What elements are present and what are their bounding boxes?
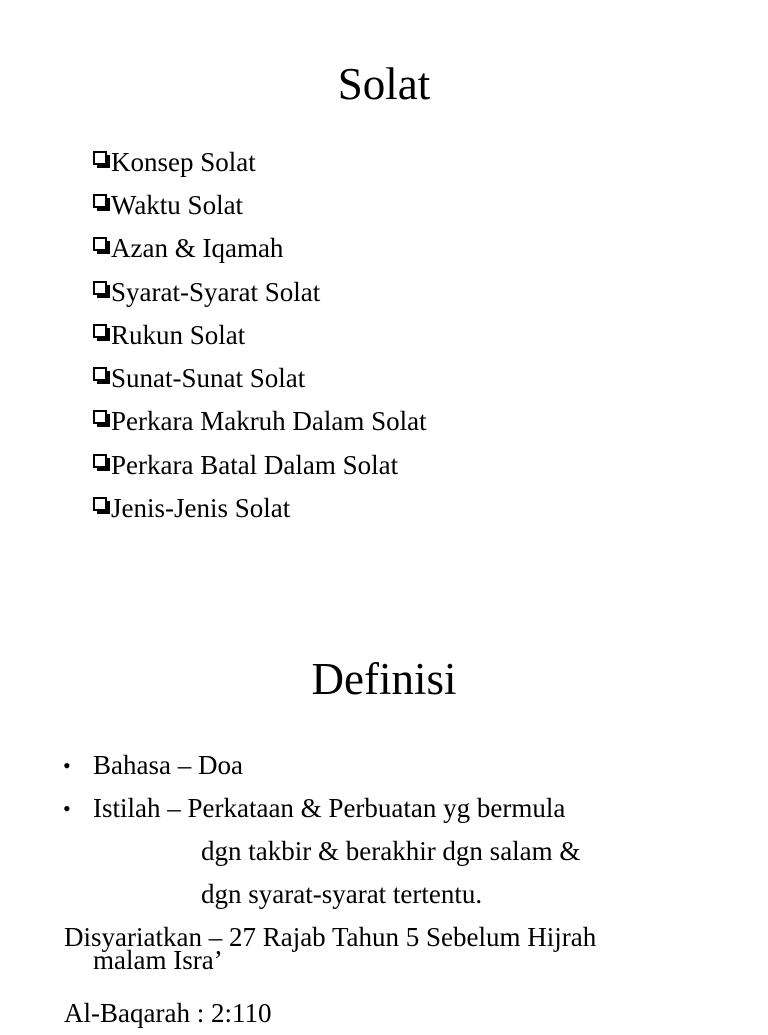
checkbox-bullet-icon [93, 281, 107, 295]
list-item [93, 140, 427, 183]
definition-istilah-line-3: dgn syarat-syarat tertentu. [201, 879, 483, 909]
definition-istilah-continued [0, 873, 768, 916]
quran-reference: Al-Baqarah : 2:110 [64, 998, 272, 1028]
list-item-label: Sunat-Sunat Solat [111, 363, 306, 394]
definition-list [0, 744, 768, 1035]
list-item-label: Waktu Solat [111, 189, 244, 220]
list-item-label: Konsep Solat [111, 146, 256, 177]
list-item-label: Syarat-Syarat Solat [111, 276, 321, 307]
checkbox-bullet-icon [93, 151, 107, 165]
checkbox-bullet-icon [93, 410, 107, 424]
checkbox-bullet-icon [93, 497, 107, 511]
disyariatkan-text: Disyariatkan – 27 Rajab Tahun 5 Sebelum Hijrah [64, 922, 597, 952]
list-item-label: Jenis-Jenis Solat [111, 493, 291, 524]
checkbox-bullet-icon [93, 324, 107, 338]
slide-title-definisi: Definisi [311, 654, 457, 704]
list-item [93, 227, 427, 270]
disyariatkan-text-2: malam Isra’ [93, 945, 223, 975]
list-item [93, 270, 427, 313]
list-item [93, 183, 427, 226]
definition-istilah-text: Istilah – Perkataan & Perbuatan yg bermula [93, 793, 566, 823]
definition-bahasa [0, 744, 768, 787]
list-item [93, 313, 427, 356]
list-item-label: Perkara Makruh Dalam Solat [111, 406, 427, 437]
checkbox-bullet-icon [93, 454, 107, 468]
list-item [93, 400, 427, 443]
topic-list [93, 140, 427, 530]
bullet-dot-icon: • [63, 796, 71, 821]
list-item-label: Azan & Iqamah [111, 233, 284, 264]
checkbox-bullet-icon [93, 194, 107, 208]
definition-istilah [0, 787, 768, 830]
list-item [93, 486, 427, 529]
list-item-label: Rukun Solat [111, 319, 246, 350]
definition-istilah-continued [0, 830, 768, 873]
bullet-dot-icon: • [63, 753, 71, 778]
reference-line [0, 992, 768, 1035]
checkbox-bullet-icon [93, 367, 107, 381]
slide-title-solat: Solat [337, 59, 431, 109]
disyariatkan-line-continued [0, 945, 768, 992]
definition-bahasa-text: Bahasa – Doa [93, 750, 243, 780]
list-item [93, 443, 427, 486]
list-item-label: Perkara Batal Dalam Solat [111, 449, 399, 480]
list-item [93, 356, 427, 399]
definition-istilah-line-2: dgn takbir & berakhir dgn salam & [201, 836, 581, 866]
checkbox-bullet-icon [93, 237, 107, 251]
slide-definisi [0, 560, 768, 1028]
